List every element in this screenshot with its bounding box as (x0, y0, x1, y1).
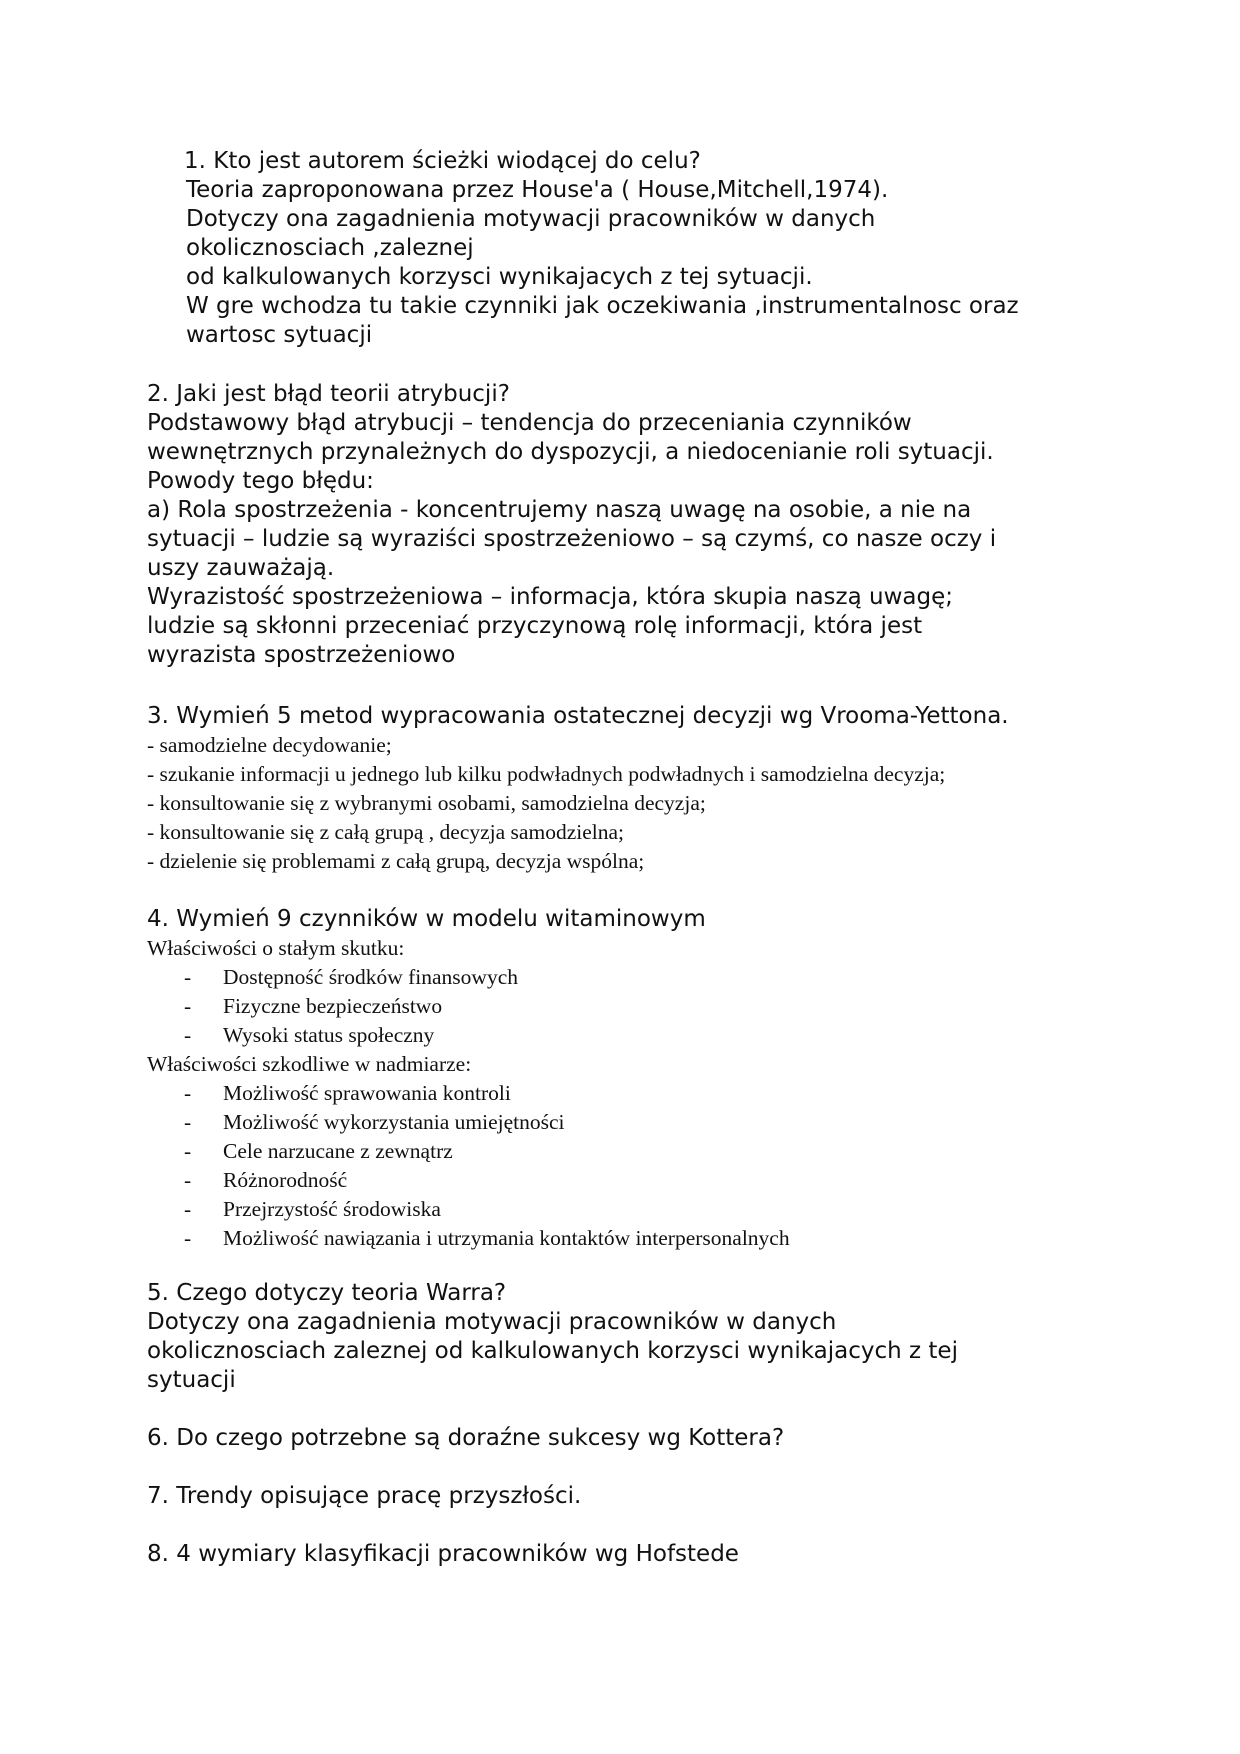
question-1-title: 1. Kto jest autorem ścieżki wiodącej do celu? (184, 148, 701, 174)
question-6-title: 6. Do czego potrzebne są doraźne sukcesy wg Kottera? (147, 1425, 785, 1451)
question-2-answer-line: uszy zauważają. (147, 555, 335, 581)
group-2-list (147, 1079, 1147, 1253)
list-item: - Fizyczne bezpieczeństwo (147, 992, 1147, 1021)
question-5-title: 5. Czego dotyczy teoria Warra? (147, 1280, 507, 1306)
question-2-answer-line: Powody tego błędu: (147, 468, 374, 494)
list-item: - konsultowanie się z całą grupą , decyzja samodzielna; (147, 820, 624, 844)
group-label: Właściwości o stałym skutku: (147, 936, 405, 960)
question-3-title: 3. Wymień 5 metod wypracowania ostatecznej decyzji wg Vrooma-Yettona. (147, 703, 1009, 729)
question-1-answer-line: wartosc sytuacji (186, 322, 373, 348)
question-4-block (147, 905, 1147, 1253)
dash-bullet: - (184, 1226, 192, 1250)
question-2-answer-line: wewnętrznych przynależnych do dyspozycji, a niedocenianie roli sytuacji. (147, 439, 994, 465)
list-item: - samodzielne decydowanie; (147, 733, 392, 757)
question-7-title: 7. Trendy opisujące pracę przyszłości. (147, 1483, 582, 1509)
list-item: - Przejrzystość środowiska (147, 1195, 1147, 1224)
list-item: - konsultowanie się z wybranymi osobami, samodzielna decyzja; (147, 791, 706, 815)
question-1-answer-line: Teoria zaproponowana przez House'a ( House,Mitchell,1974). (186, 177, 889, 203)
question-1-block (186, 147, 1019, 350)
list-item: - Różnorodność (147, 1166, 1147, 1195)
question-2-answer-line: wyrazista spostrzeżeniowo (147, 642, 456, 668)
dash-bullet: - (184, 965, 192, 989)
question-2-answer-line: Podstawowy błąd atrybucji – tendencja do przeceniania czynników (147, 410, 912, 436)
dash-bullet: - (184, 994, 192, 1018)
dash-bullet: - (184, 1023, 192, 1047)
dash-bullet: - (184, 1168, 192, 1192)
question-5-answer-line: okolicznosciach zaleznej od kalkulowanych korzysci wynikajacych z tej (147, 1338, 958, 1364)
question-1-answer-line: okolicznosciach ,zaleznej (186, 235, 474, 261)
list-item: - Wysoki status społeczny (147, 1021, 1147, 1050)
question-4-title: 4. Wymień 9 czynników w modelu witaminowym (147, 906, 706, 932)
list-item: - Cele narzucane z zewnątrz (147, 1137, 1147, 1166)
question-1-answer-line: od kalkulowanych korzysci wynikajacych z tej sytuacji. (186, 264, 813, 290)
question-8-title: 8. 4 wymiary klasyfikacji pracowników wg Hofstede (147, 1541, 739, 1567)
question-2-answer-line: a) Rola spostrzeżenia - koncentrujemy naszą uwagę na osobie, a nie na (147, 497, 972, 523)
question-2-answer-line: sytuacji – ludzie są wyraziści spostrzeżeniowo – są czymś, co nasze oczy i (147, 526, 997, 552)
question-2-block (147, 380, 1147, 670)
question-5-answer-line: sytuacji (147, 1367, 236, 1393)
dash-bullet: - (184, 1197, 192, 1221)
question-5-block (147, 1279, 1147, 1395)
dash-bullet: - (184, 1081, 192, 1105)
question-2-answer-line: Wyrazistość spostrzeżeniowa – informacja, która skupia naszą uwagę; (147, 584, 953, 610)
question-3-block (147, 702, 1207, 876)
dash-bullet: - (184, 1110, 192, 1134)
question-1-answer-line: W gre wchodza tu takie czynniki jak oczekiwania ,instrumentalnosc oraz (186, 293, 1019, 319)
list-item: - dzielenie się problemami z całą grupą, decyzja wspólna; (147, 849, 645, 873)
list-item: - szukanie informacji u jednego lub kilku podwładnych podwładnych i samodzielna decyzja; (147, 762, 946, 786)
group-1-list (147, 963, 1147, 1050)
question-2-answer-line: ludzie są skłonni przeceniać przyczynową rolę informacji, która jest (147, 613, 923, 639)
list-item: - Możliwość nawiązania i utrzymania kontaktów interpersonalnych (147, 1224, 1147, 1253)
list-item: - Możliwość wykorzystania umiejętności (147, 1108, 1147, 1137)
list-item: - Dostępność środków finansowych (147, 963, 1147, 992)
question-1-answer-line: Dotyczy ona zagadnienia motywacji pracowników w danych (186, 206, 876, 232)
list-item: - Możliwość sprawowania kontroli (147, 1079, 1147, 1108)
group-label: Właściwości szkodliwe w nadmiarze: (147, 1052, 472, 1076)
dash-bullet: - (184, 1139, 192, 1163)
question-5-answer-line: Dotyczy ona zagadnienia motywacji pracowników w danych (147, 1309, 837, 1335)
question-2-title: 2. Jaki jest błąd teorii atrybucji? (147, 381, 510, 407)
